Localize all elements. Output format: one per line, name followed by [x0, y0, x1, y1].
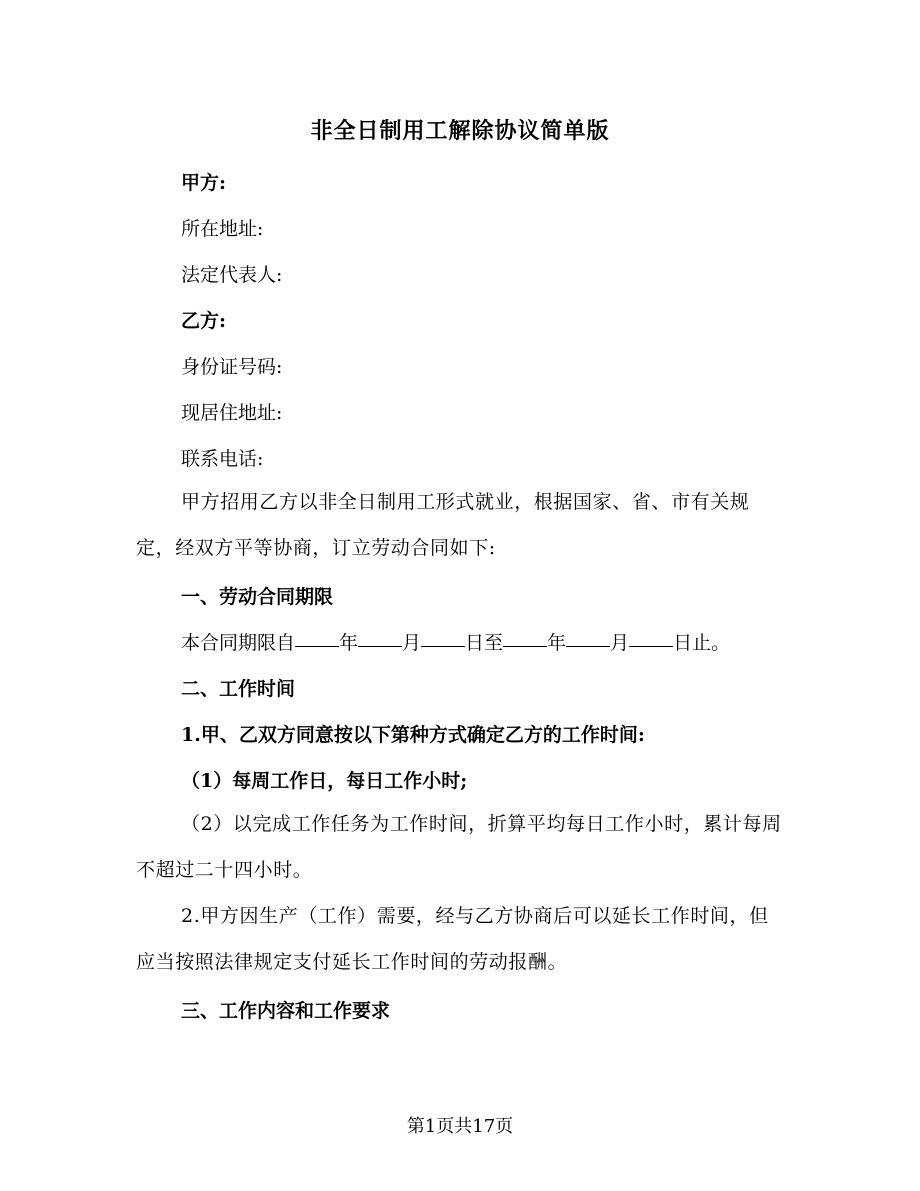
party-a-label: 甲方: [181, 172, 227, 194]
section2-option1: （1）每周工作日，每日工作小时; [181, 770, 468, 792]
term-day1: 日至 [465, 632, 504, 654]
page-indicator: 第1页共17页 [406, 1116, 514, 1137]
term-day2: 日止。 [673, 632, 731, 654]
section2-item2: 2.甲方因生产（工作）需要，经与乙方协商后可以延长工作时间，但应当按照法律规定支付延长工作时间的劳动报酬。 [136, 905, 769, 973]
section1-heading: 一、劳动合同期限 [181, 586, 334, 608]
term-month1: 月 [402, 632, 422, 654]
term-year1: 年 [339, 632, 359, 654]
section3-heading: 三、工作内容和工作要求 [181, 1000, 391, 1022]
section2-heading: 二、工作时间 [181, 678, 296, 700]
term-prefix: 本合同期限自 [181, 632, 296, 654]
term-year2: 年 [547, 632, 567, 654]
blank-field [629, 645, 673, 647]
section2-item1: 1.甲、乙双方同意按以下第种方式确定乙方的工作时间: [181, 724, 645, 746]
party-b-address-label: 现居住地址: [181, 402, 283, 424]
blank-field [358, 645, 402, 647]
section2-option2: （2）以完成工作任务为工作时间，折算平均每日工作小时，累计每周不超过二十四小时。 [136, 813, 782, 881]
blank-field [295, 645, 339, 647]
blank-field [566, 645, 610, 647]
section1-term-line [181, 628, 730, 655]
blank-field [503, 645, 547, 647]
party-b-phone-label: 联系电话: [181, 448, 264, 470]
party-a-rep-label: 法定代表人: [181, 264, 283, 286]
party-b-label: 乙方: [181, 310, 227, 332]
intro-paragraph: 甲方招用乙方以非全日制用工形式就业，根据国家、省、市有关规定，经双方平等协商，订立劳动合同如下: [136, 491, 750, 559]
party-b-id-label: 身份证号码: [181, 356, 283, 378]
party-a-address-label: 所在地址: [181, 218, 264, 240]
term-month2: 月 [610, 632, 630, 654]
document-title: 非全日制用工解除协议简单版 [310, 118, 610, 144]
blank-field [421, 645, 465, 647]
